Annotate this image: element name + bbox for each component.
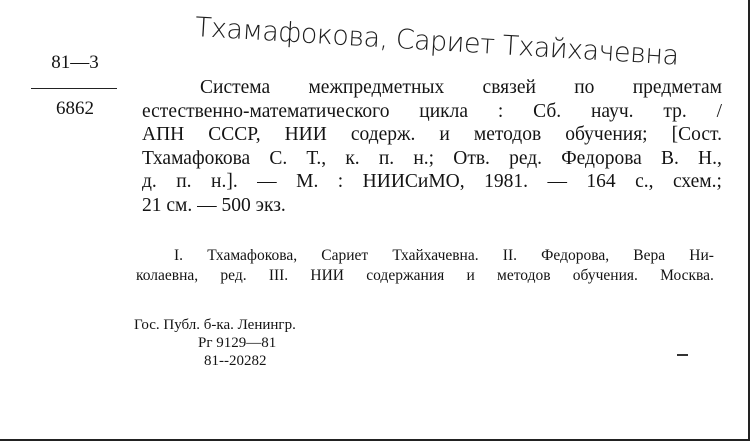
mark-dash [677,354,688,356]
library-name: Гос. Публ. б-ка. Ленингр. [134,317,296,333]
tracing-line-1: I. Тхамафокова, Сариет Тхайхачевна. II. Федорова, Вера Ни- [174,247,714,264]
tracing-line-2: колаевна, ред. III. НИИ содержания и методов обучения. Москва. [136,267,714,284]
card-number: 81--20282 [204,353,267,369]
library-code: Рг 9129—81 [198,335,277,351]
tracings [136,246,714,286]
library-stamp [134,316,296,370]
title-first-word: Система [200,77,271,98]
shelfmark-bottom: 6862 [56,98,94,119]
description-line-3: АПН СССР, НИИ содерж. и методов обучения; [Сост. [142,124,722,145]
description-line-5: д. п. н.]. — М. : НИИСиМО, 1981. — 164 с., схем.; [142,171,722,192]
shelfmark-divider [31,88,117,89]
shelfmark-top: 81—3 [51,52,99,73]
handwritten-heading: Тхамафокова, Сариет Тхайхачевна [194,12,680,72]
description-line-1: Система межпредметных связей по предметам [200,77,722,98]
description-line-2: естественно-математического цикла : Сб. науч. тр. / [142,100,722,122]
description-line-4: Тхамафокова С. Т., к. п. н.; Отв. ред. Федорова В. Н., [142,147,722,169]
bibliographic-description [142,76,722,217]
description-line-6: 21 см. — 500 экз. [142,194,286,216]
